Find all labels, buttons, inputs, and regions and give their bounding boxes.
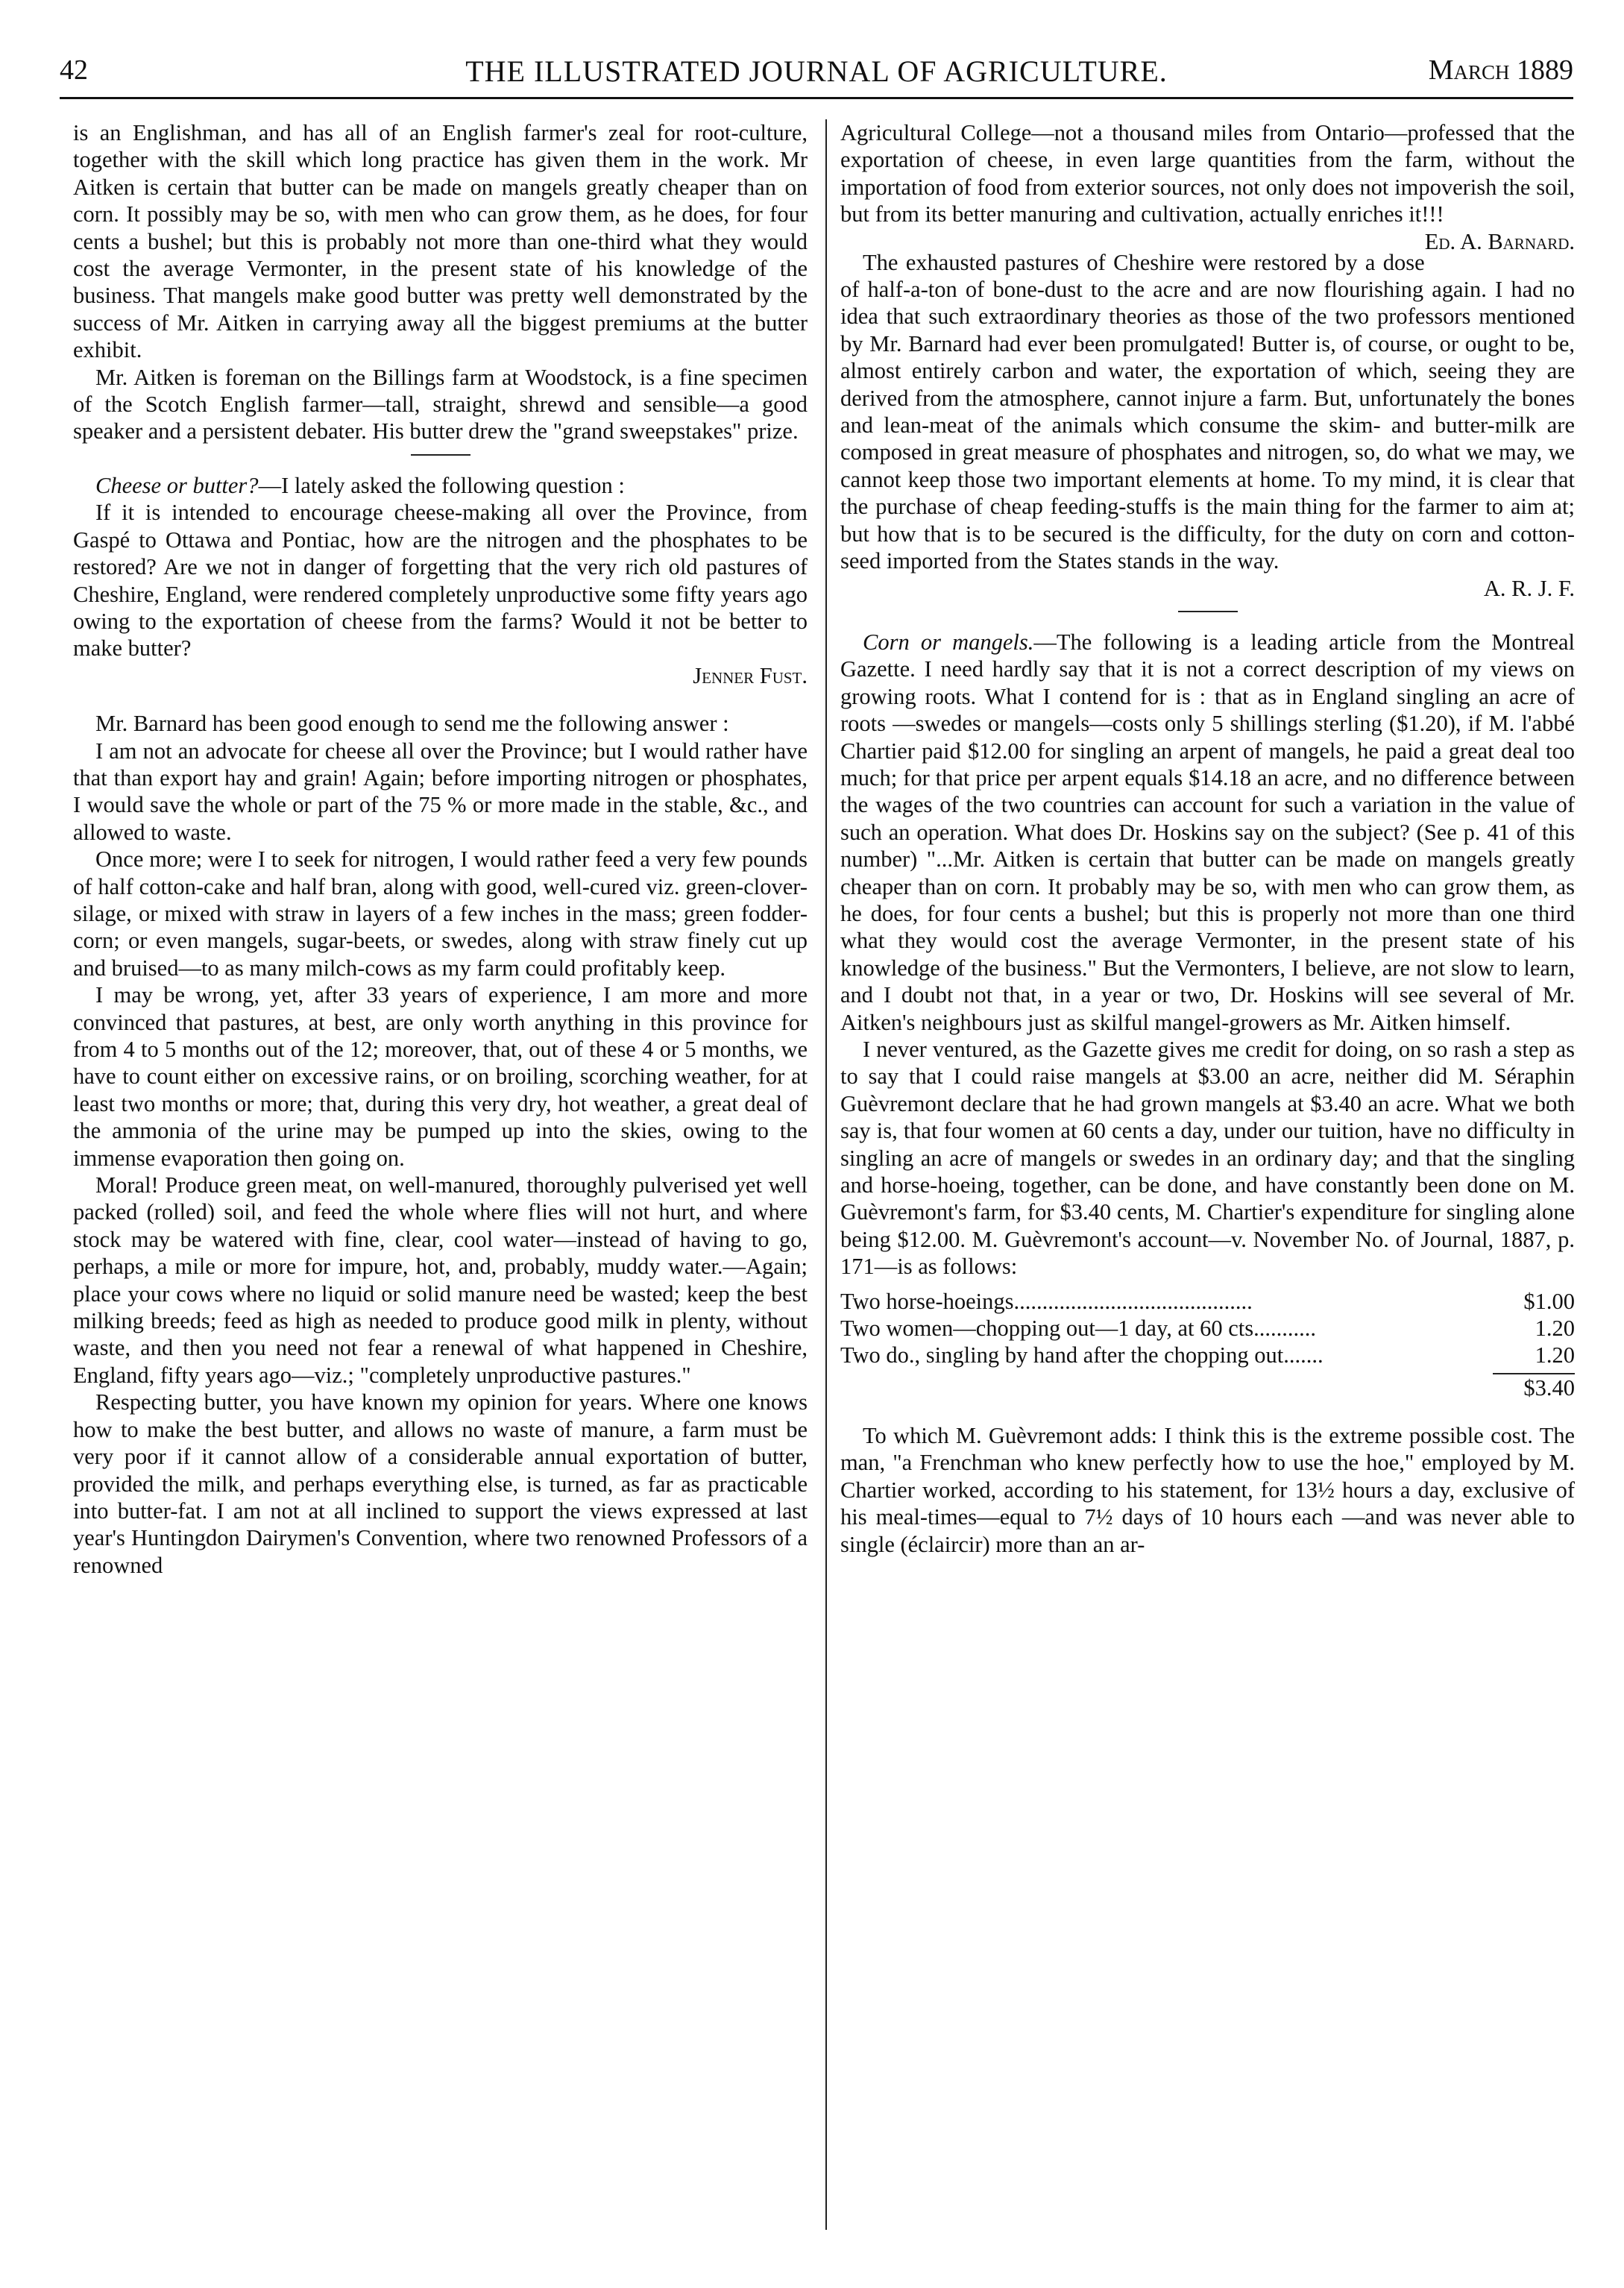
expense-item: Two horse-hoeings.......................................... — [840, 1288, 1253, 1314]
expense-amount: 1.20 — [1535, 1315, 1575, 1341]
paragraph: The exhausted pastures of Cheshire were restored by a dose of half-a-ton of bone-dust to the acre and are now flourishing again. I had no idea that such extraordinary theories as those of the two professors mentioned by Mr. Barnard had ever been promulgated! Butter is, of course, or ought to be, almost entirely carbon and water, the exportation of which, seeing they are derived from the atmosphere, cannot injure a farm. But, unfortunately the bones and lean-meat of the animals which consume the skim- and butter-milk are composed in great measure of phosphates and nitrogen, so, do what we may, we cannot keep those two important elements at home. To my mind, it is clear that the purchase of cheap feeding-stuffs is the main thing for the farmer to aim at; but how that is to be secured is the difficulty, for the duty on corn and cotton-seed imported from the States stands in the way. — [840, 249, 1575, 574]
column-divider — [825, 119, 827, 2230]
paragraph: Agricultural College—not a thousand miles from Ontario—professed that the exportation of cheese, in even large quantities from the farm, without the importation of food from exterior sources, not only does not impoverish the soil, but from its better manuring and cultivation, actually enriches it!!! Ed. A. Barnard. — [840, 120, 1575, 254]
paragraph: is an Englishman, and has all of an English farmer's zeal for root-culture, together with the skill which long practice has given them in the work. Mr Aitken is certain that butter can be made on mangels greatly cheaper than on corn. It possibly may be so, with men who can grow them, as he does, for four cents a bushel; but this is probably not more than one-third what they would cost the average Vermonter, in the present state of his knowledge of the business. That mangels make good butter was pretty well demonstrated by the success of Mr. Aitken in carrying away all the biggest premiums at the butter exhibit. — [73, 120, 808, 363]
paragraph: I am not an advocate for cheese all over the Province; but I would rather have that than export hay and grain! Again; before importing nitrogen or phosphates, I would save the whole or part of the 75 % or more made in the stable, &c., and allowed to waste. — [73, 738, 808, 845]
expense-item: Two women—chopping out—1 day, at 60 cts........... — [840, 1315, 1316, 1341]
signature: Jenner Fust. — [693, 662, 808, 688]
paragraph: Mr. Aitken is foreman on the Billings farm at Woodstock, is a fine specimen of the Scotch English farmer—tall, straight, shrewd and sensible—a good speaker and a persistent debater. His butter drew the "grand sweepstakes" prize. — [73, 364, 808, 444]
journal-title: THE ILLUSTRATED JOURNAL OF AGRICULTURE. — [465, 54, 1168, 88]
table-row — [840, 1315, 1575, 1342]
issue-date: March 1889 — [1428, 54, 1573, 86]
expense-total: $3.40 — [1493, 1373, 1575, 1401]
paragraph: Mr. Barnard has been good enough to send me the following answer : — [95, 711, 729, 737]
page-number: 42 — [60, 54, 88, 86]
table-row — [840, 1288, 1575, 1315]
section-separator — [1178, 611, 1238, 612]
table-row — [840, 1342, 1575, 1368]
spacer — [73, 689, 808, 710]
paragraph: Moral! Produce green meat, on well-manured, thoroughly pulverised yet well packed (rolled) soil, and feed the whole where flies will not hurt, and where stock may be watered with fine, clear, cool water—instead of having to go, perhaps, a mile or more for impure, hot, and, probably, muddy water.—Again; place your cows where no liquid or solid manure need be wasted; keep the best milking breeds; feed as high as needed to produce good milk in plenty, without waste, and then you need not fear a renewal of what happened in Cheshire, England, fifty years ago—viz.; "completely unproductive pastures." — [73, 1172, 808, 1388]
left-column — [73, 119, 808, 2237]
expense-amount: 1.20 — [1535, 1342, 1575, 1368]
section-heading: Corn or mangels. — [863, 629, 1034, 655]
paragraph: I may be wrong, yet, after 33 years of experience, I am more and more convinced that pastures, at best, are only worth anything in this province for from 4 to 5 months out of the 12; moreover, that, out of these 4 or 5 months, we have to count either on excessive rains, or on broiling, scorching weather, for at least two months or more; that, during this very dry, hot weather, a great deal of the ammonia of the urine may be pumped up into the skies, owing to the immense evaporation then going on. — [73, 982, 808, 1171]
signature: Ed. A. Barnard. — [1424, 228, 1575, 254]
paragraph: To which M. Guèvremont adds: I think this is the extreme possible cost. The man, "a Frenchman who knew perfectly how to use the hoe," employed by M. Chartier worked, according to his statement, for 13½ hours a day, exclusive of his meal-times—equal to 7½ days of 10 hours each —and was never able to single (éclaircir) more than an ar- — [840, 1423, 1575, 1557]
section-separator — [411, 454, 470, 456]
paragraph: Once more; were I to seek for nitrogen, I would rather feed a very few pounds of half cotton-cake and half bran, along with good, well-cured viz. green-clover-silage, or mixed with straw in layers of a few inches in the mass; green fodder-corn; or even mangels, sugar-beets, or swedes, along with straw finely cut up and bruised—to as many milch-cows as my farm could profitably keep. — [73, 846, 808, 981]
expense-amount: $1.00 — [1523, 1288, 1575, 1314]
expense-table — [840, 1288, 1575, 1368]
paragraph: Cheese or butter?—I lately asked the following question : — [95, 472, 625, 498]
paragraph: Corn or mangels.—The following is a leading article from the Montreal Gazette. I need hardly say that it is not a correct description of my views on growing roots. What I contend for is : that as in England singling an acre of roots —swedes or mangels—costs only 5 shillings sterling ($1.20), if M. l'abbé Chartier paid $12.00 for singling an arpent of mangels, he paid a great deal too much; for that price per arpent equals $14.18 an acre, and no difference between the wages of the two countries can account for such a variation in the value of such an operation. What does Dr. Hoskins say on the subject? (See p. 41 of this number) "...Mr. Aitken is certain that butter can be made on mangels greatly cheaper than on corn. It probably may be so, with men who can grow them, as he does, for four cents a bushel; but this is properly not more than one third what they would cost the average Vermonter, in the present state of his knowledge of the business." But the Vermonters, I believe, are not slow to learn, and I doubt not that, in a year or two, Dr. Hoskins will see several of Mr. Aitken's neighbours just as skilful mangel-growers as Mr. Aitken himself. — [840, 629, 1575, 1035]
paragraph: I never ventured, as the Gazette gives me credit for doing, on so rash a step as to say that I could raise mangels at $3.00 an acre, neither did M. Séraphin Guèvremont declare that he had grown mangels at $3.40 an acre. What we both say is, that four women at 60 cents a day, under our tuition, have no difficulty in singling an acre of mangels or swedes in an ordinary day; and that the singling and horse-hoeing, together, can be done, and have constantly been done on M. Guèvremont's farm, for $3.40 cents, M. Chartier's expenditure for singling alone being $12.00. M. Guèvremont's account—v. November No. of Journal, 1887, p. 171—is as follows: — [840, 1037, 1575, 1280]
paragraph: Respecting butter, you have known my opinion for years. Where one knows how to make the best butter, and allows no waste of manure, a farm must be very poor if it cannot allow of a considerable annual exportation of butter, provided the milk, and perhaps everything else, is turned, as far as practicable into butter-fat. I am not at all inclined to support the views expressed at last year's Huntingdon Dairymen's Convention, where two renowned Professors of a renowned — [73, 1389, 808, 1578]
signature: A. R. J. F. — [1483, 575, 1575, 601]
right-column — [840, 119, 1575, 2237]
paragraph: If it is intended to encourage cheese-making all over the Province, from Gaspé to Ottawa and Pontiac, how are the nitrogen and the phosphates to be restored? Are we not in danger of forgetting that the very rich old pastures of Cheshire, England, were rendered completely unproductive some fifty years ago owing to the exportation of cheese from the farms? Would it not be better to make butter? — [73, 500, 808, 661]
page-header — [60, 45, 1573, 99]
expense-item: Two do., singling by hand after the chopping out....... — [840, 1342, 1324, 1368]
section-heading: Cheese or butter? — [95, 472, 259, 498]
spacer — [840, 1401, 1575, 1422]
